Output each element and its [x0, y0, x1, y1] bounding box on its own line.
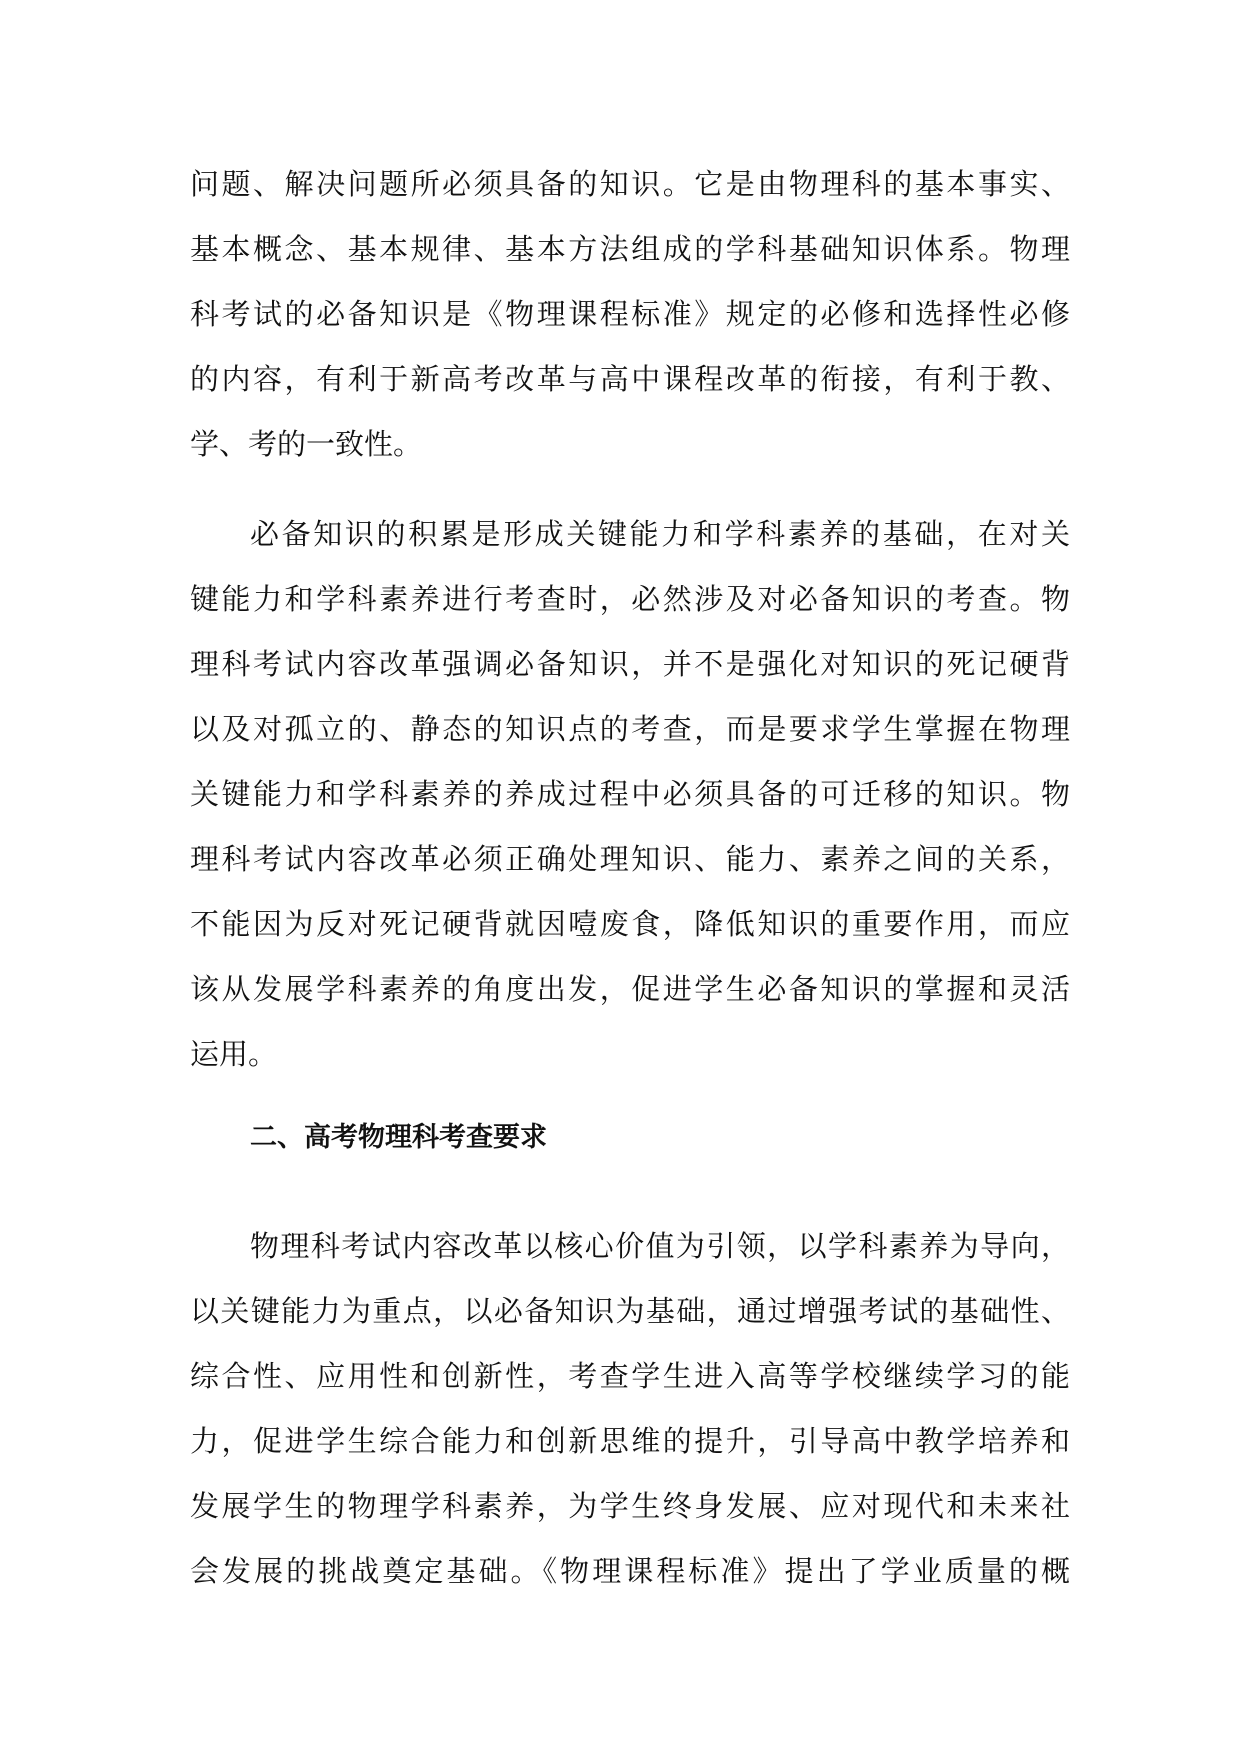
text-line: 基本概念、基本规律、基本方法组成的学科基础知识体系。物理	[190, 232, 1070, 266]
text-line: 力，促进学生综合能力和创新思维的提升，引导高中教学培养和	[190, 1424, 1070, 1458]
text-line: 学、考的一致性。	[190, 427, 423, 461]
text-line: 物理科考试内容改革以核心价值为引领，以学科素养为导向，	[250, 1229, 1070, 1263]
section-heading: 二、高考物理科考查要求	[250, 1122, 547, 1153]
text-line: 不能因为反对死记硬背就因噎废食，降低知识的重要作用，而应	[190, 907, 1070, 941]
text-line: 关键能力和学科素养的养成过程中必须具备的可迁移的知识。物	[190, 777, 1070, 811]
text-line: 问题、解决问题所必须具备的知识。它是由物理科的基本事实、	[190, 167, 1070, 201]
text-line: 科考试的必备知识是《物理课程标准》规定的必修和选择性必修	[190, 297, 1070, 331]
text-line: 运用。	[190, 1037, 278, 1071]
text-line: 键能力和学科素养进行考查时，必然涉及对必备知识的考查。物	[190, 582, 1070, 616]
text-line: 综合性、应用性和创新性，考查学生进入高等学校继续学习的能	[190, 1359, 1070, 1393]
text-line: 理科考试内容改革强调必备知识，并不是强化对知识的死记硬背	[190, 647, 1070, 681]
paragraph-2	[190, 502, 1070, 1087]
text-line: 的内容，有利于新高考改革与高中课程改革的衔接，有利于教、	[190, 362, 1070, 396]
text-line: 该从发展学科素养的角度出发，促进学生必备知识的掌握和灵活	[190, 972, 1070, 1006]
paragraph-3	[190, 1214, 1070, 1604]
text-line: 会发展的挑战奠定基础。《物理课程标准》提出了学业质量的概	[190, 1554, 1070, 1588]
text-line: 发展学生的物理学科素养，为学生终身发展、应对现代和未来社	[190, 1489, 1070, 1523]
text-line: 必备知识的积累是形成关键能力和学科素养的基础，在对关	[250, 517, 1070, 551]
text-line: 理科考试内容改革必须正确处理知识、能力、素养之间的关系，	[190, 842, 1070, 876]
paragraph-1	[190, 152, 1070, 477]
text-line: 以关键能力为重点，以必备知识为基础，通过增强考试的基础性、	[190, 1294, 1070, 1328]
text-line: 以及对孤立的、静态的知识点的考查，而是要求学生掌握在物理	[190, 712, 1070, 746]
